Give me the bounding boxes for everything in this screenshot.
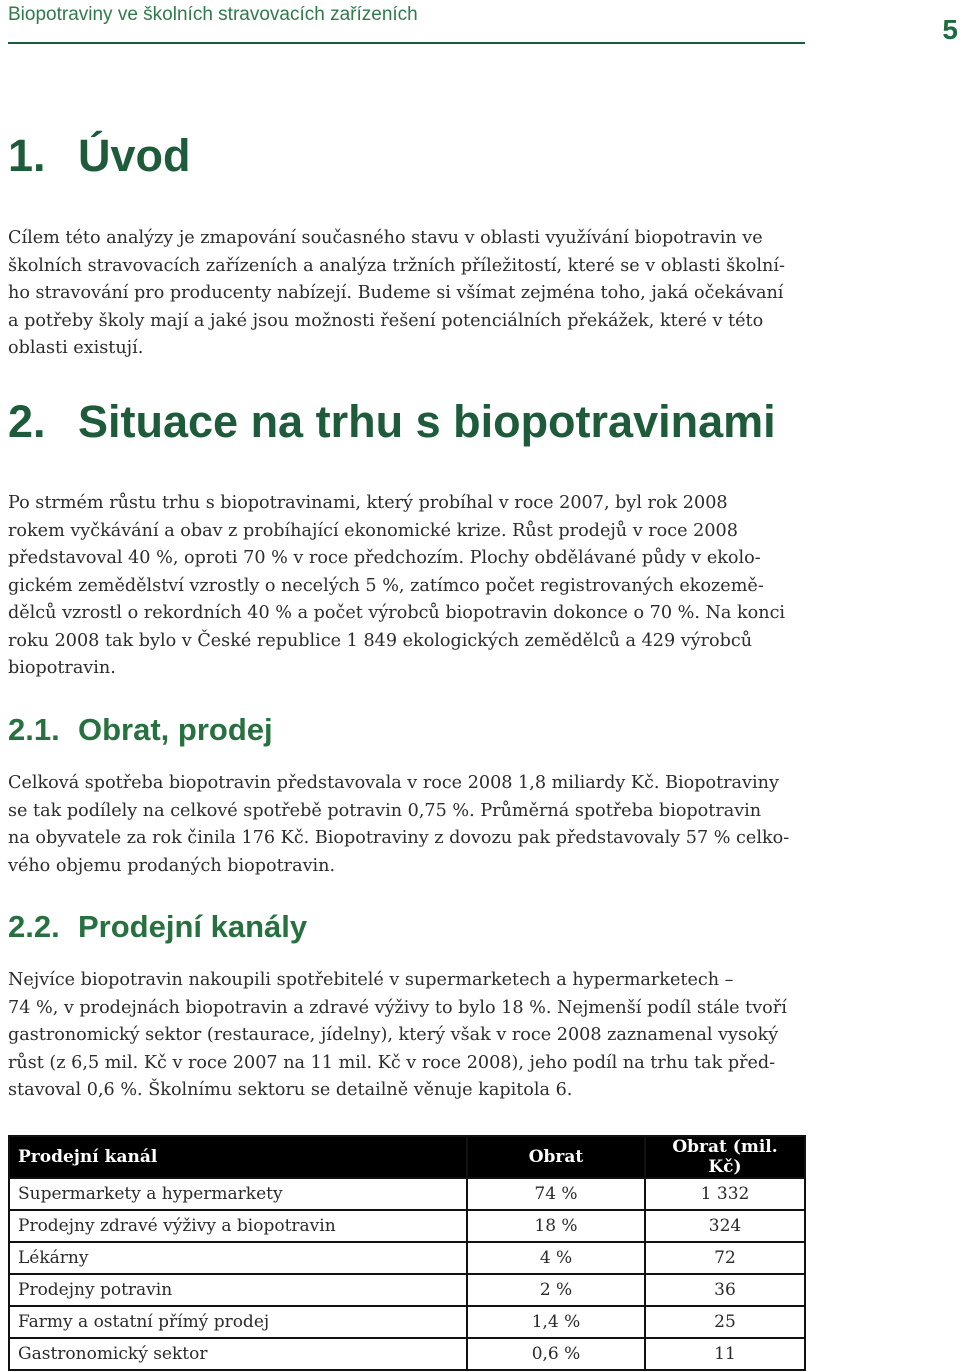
paragraph-line: ho stravování pro producenty nabízejí. Budeme si všímat zejména toho, jaká očekávaní (8, 283, 784, 303)
cell-channel: Gastronomický sektor (9, 1338, 467, 1370)
table-row (9, 1178, 805, 1210)
paragraph-line: biopotravin. (8, 658, 116, 678)
cell-turnover: 11 (645, 1338, 805, 1370)
paragraph-line: představoval 40 %, oproti 70 % v roce předchozím. Plochy obdělávané půdy v ekolo- (8, 548, 761, 568)
running-title: Biopotraviny ve školních stravovacích zařízeních (8, 4, 418, 25)
cell-channel: Supermarkety a hypermarkety (9, 1178, 467, 1210)
table-row (9, 1274, 805, 1306)
cell-turnover: 36 (645, 1274, 805, 1306)
paragraph-line: 74 %, v prodejnách biopotravin a zdravé výživy to bylo 18 %. Nejmenší podíl stále tvoří (8, 997, 787, 1018)
column-header-turnover: Obrat (mil. Kč) (645, 1136, 805, 1178)
paragraph-line: gickém zemědělství vzrostly o necelých 5 %, zatímco počet registrovaných ekozemě- (8, 575, 764, 596)
cell-turnover: 1 332 (645, 1178, 805, 1210)
cell-share: 0,6 % (467, 1338, 645, 1370)
section-1-number: 1. (8, 130, 46, 181)
paragraph-line: Celková spotřeba biopotravin představovala v roce 2008 1,8 miliardy Kč. Biopotraviny (8, 773, 779, 793)
section-1-paragraph (8, 225, 808, 363)
page-header (8, 4, 805, 44)
cell-turnover: 72 (645, 1242, 805, 1274)
cell-channel: Lékárny (9, 1242, 467, 1274)
paragraph-line: Po strmém růstu trhu s biopotravinami, který probíhal v roce 2007, byl rok 2008 (8, 493, 728, 513)
section-2-1-number: 2.1. (8, 712, 60, 747)
section-2-title: Situace na trhu s biopotravinami (78, 396, 776, 447)
table-header-row (9, 1136, 805, 1178)
cell-share: 74 % (467, 1178, 645, 1210)
paragraph-line: roku 2008 tak bylo v České republice 1 849 ekologických zemědělců a 429 výrobců (8, 630, 753, 651)
paragraph-line: Nejvíce biopotravin nakoupili spotřebitelé v supermarketech a hypermarketech – (8, 970, 734, 990)
cell-share: 4 % (467, 1242, 645, 1274)
section-2-number: 2. (8, 396, 46, 447)
section-2-2-title: Prodejní kanály (78, 909, 308, 944)
section-2-1-heading (8, 712, 273, 748)
cell-turnover: 25 (645, 1306, 805, 1338)
paragraph-line: stavoval 0,6 %. Školnímu sektoru se detailně věnuje kapitola 6. (8, 1080, 573, 1100)
sales-channel-table (8, 1135, 806, 1371)
cell-share: 2 % (467, 1274, 645, 1306)
column-header-channel: Prodejní kanál (9, 1136, 467, 1178)
paragraph-line: gastronomický sektor (restaurace, jídelny), který však v roce 2008 zaznamenal vysoký (8, 1025, 779, 1045)
section-2-1-title: Obrat, prodej (78, 712, 273, 747)
paragraph-line: dělců vzrostl o rekordních 40 % a počet výrobců biopotravin dokonce o 70 %. Na konci (8, 603, 786, 623)
paragraph-line: a potřeby školy mají a jaké jsou možnosti řešení potenciálních překážek, které v této (8, 310, 764, 331)
section-1-heading (8, 130, 191, 182)
section-2-1-paragraph (8, 770, 808, 880)
table-row (9, 1210, 805, 1242)
section-2-2-paragraph (8, 967, 808, 1105)
table-row (9, 1338, 805, 1370)
paragraph-line: na obyvatele za rok činila 176 Kč. Biopotraviny z dovozu pak představovaly 57 % celko- (8, 828, 790, 848)
cell-share: 1,4 % (467, 1306, 645, 1338)
column-header-share: Obrat (467, 1136, 645, 1178)
paragraph-line: Cílem této analýzy je zmapování současného stavu v oblasti využívání biopotravin ve (8, 228, 763, 248)
paragraph-line: růst (z 6,5 mil. Kč v roce 2007 na 11 mil. Kč v roce 2008), jeho podíl na trhu tak před- (8, 1052, 776, 1073)
section-2-2-number: 2.2. (8, 909, 60, 944)
cell-channel: Prodejny potravin (9, 1274, 467, 1306)
paragraph-line: se tak podílely na celkové spotřebě potravin 0,75 %. Průměrná spotřeba biopotravin (8, 800, 762, 821)
cell-share: 18 % (467, 1210, 645, 1242)
table-row (9, 1306, 805, 1338)
section-1-title: Úvod (78, 130, 191, 181)
paragraph-line: školních stravovacích zařízeních a analýza tržních příležitostí, které se v oblasti školní- (8, 255, 785, 276)
page-number: 5 (942, 14, 958, 45)
section-2-heading (8, 396, 776, 448)
cell-turnover: 324 (645, 1210, 805, 1242)
section-2-paragraph (8, 490, 808, 683)
paragraph-line: oblasti existují. (8, 338, 144, 358)
paragraph-line: vého objemu prodaných biopotravin. (8, 855, 336, 876)
table-row (9, 1242, 805, 1274)
section-2-2-heading (8, 909, 307, 945)
cell-channel: Farmy a ostatní přímý prodej (9, 1306, 467, 1338)
cell-channel: Prodejny zdravé výživy a biopotravin (9, 1210, 467, 1242)
paragraph-line: rokem vyčkávání a obav z probíhající ekonomické krize. Růst prodejů v roce 2008 (8, 520, 738, 541)
